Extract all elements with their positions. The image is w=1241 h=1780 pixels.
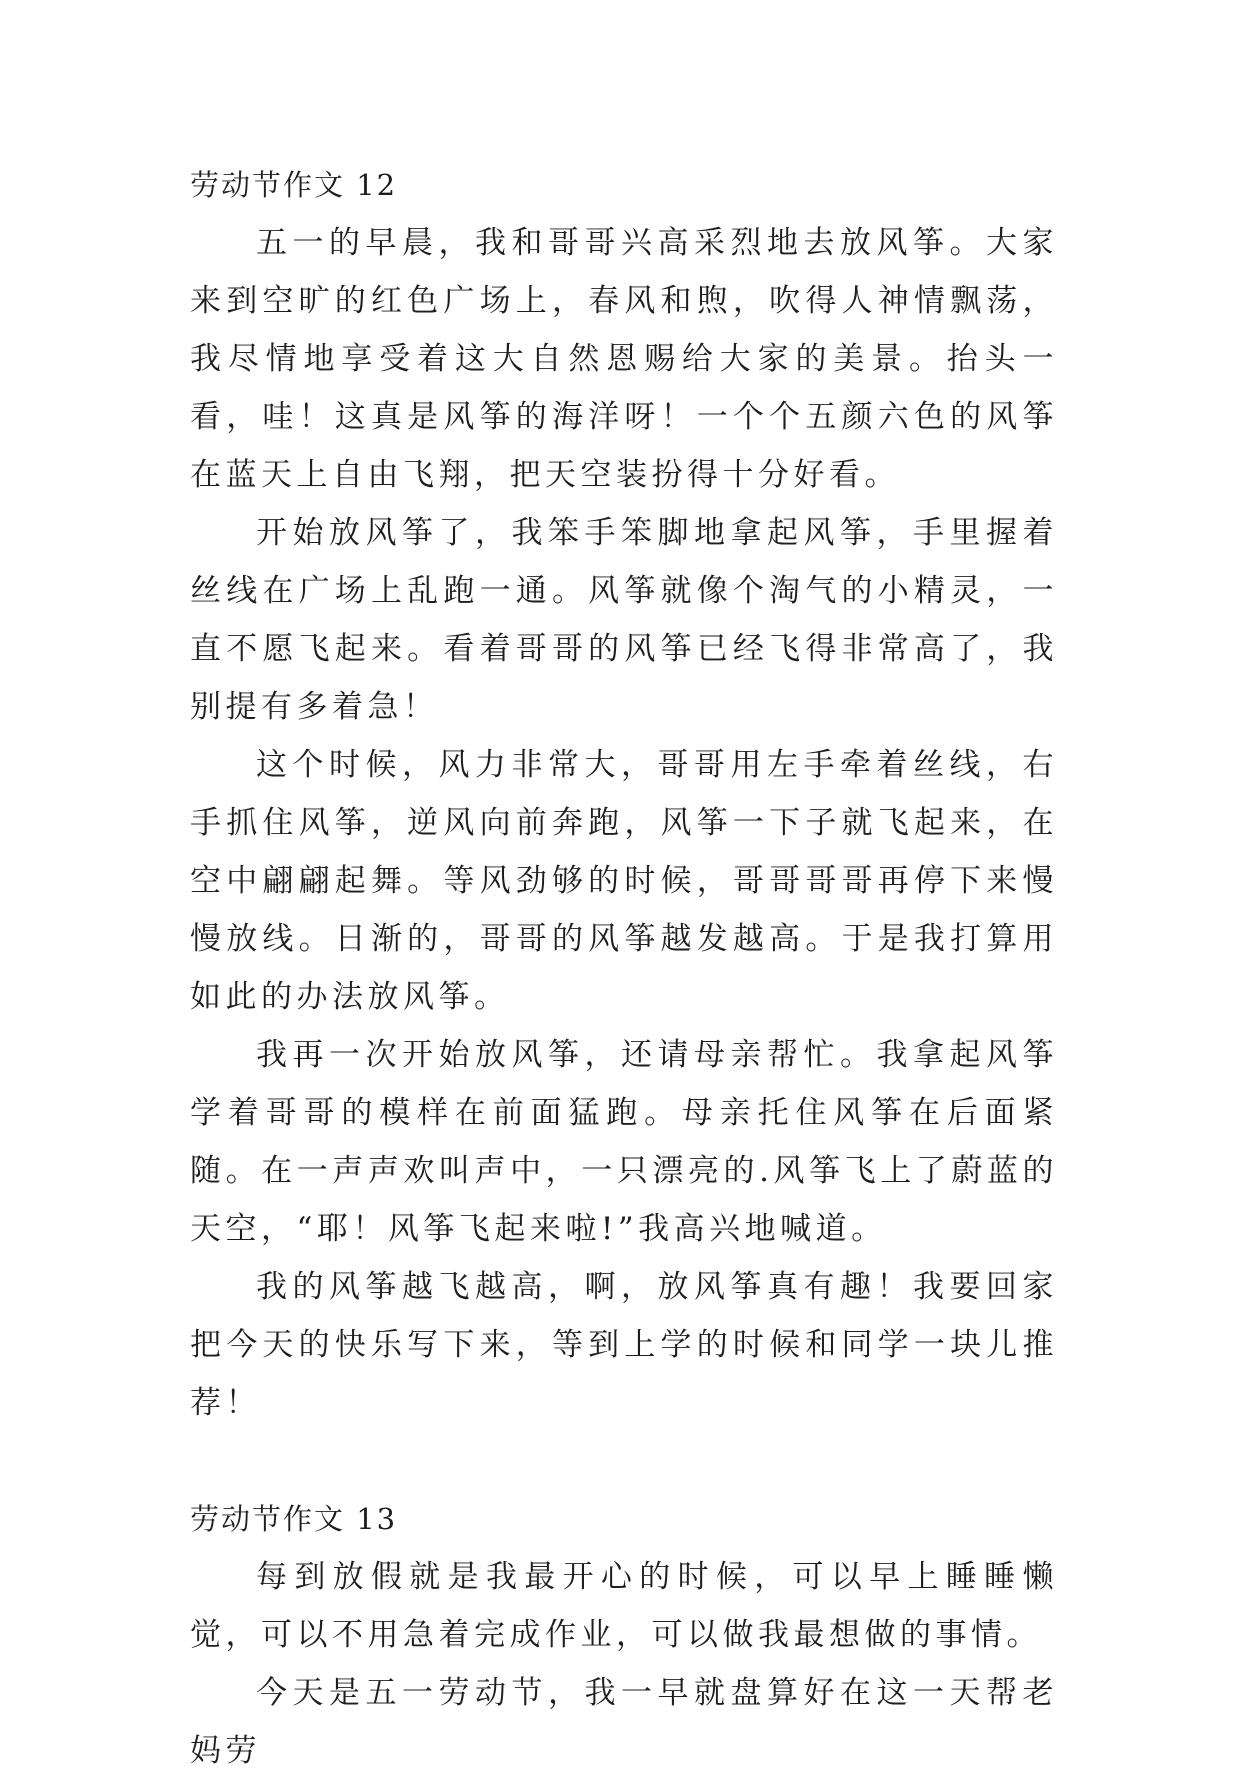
- essay-section-13: [190, 1490, 1058, 1780]
- paragraph: 每到放假就是我最开心的时候，可以早上睡睡懒觉，可以不用急着完成作业，可以做我最想做的事情。: [190, 1559, 1058, 1653]
- paragraph: 开始放风筝了，我笨手笨脚地拿起风筝，手里握着丝线在广场上乱跑一通。风筝就像个淘气的小精灵，一直不愿飞起来。看着哥哥的风筝已经飞得非常高了，我别提有多着急！: [190, 515, 1058, 725]
- essay-title: 劳动节作文 12: [190, 168, 398, 202]
- essay-section-12: [190, 156, 1058, 1432]
- paragraph: 这个时候，风力非常大，哥哥用左手牵着丝线，右手抓住风筝，逆风向前奔跑，风筝一下子就飞起来，在空中翩翩起舞。等风劲够的时候，哥哥哥哥再停下来慢慢放线。日渐的，哥哥的风筝越发越高。于是我打算用如此的办法放风筝。: [190, 747, 1058, 1015]
- document-body: [190, 156, 1058, 1780]
- paragraph: 我再一次开始放风筝，还请母亲帮忙。我拿起风筝学着哥哥的模样在前面猛跑。母亲托住风筝在后面紧随。在一声声欢叫声中，一只漂亮的.风筝飞上了蔚蓝的天空，“耶！风筝飞起来啦!”我高兴地喊道。: [190, 1037, 1058, 1247]
- paragraph: 五一的早晨，我和哥哥兴高采烈地去放风筝。大家来到空旷的红色广场上，春风和煦，吹得人神情飘荡，我尽情地享受着这大自然恩赐给大家的美景。抬头一看，哇！这真是风筝的海洋呀！一个个五颜六色的风筝在蓝天上自由飞翔，把天空装扮得十分好看。: [190, 225, 1058, 493]
- paragraph: 今天是五一劳动节，我一早就盘算好在这一天帮老妈劳: [190, 1675, 1058, 1769]
- paragraph: 我的风筝越飞越高，啊，放风筝真有趣！我要回家把今天的快乐写下来，等到上学的时候和同学一块儿推荐！: [190, 1269, 1058, 1421]
- essay-title: 劳动节作文 13: [190, 1502, 398, 1536]
